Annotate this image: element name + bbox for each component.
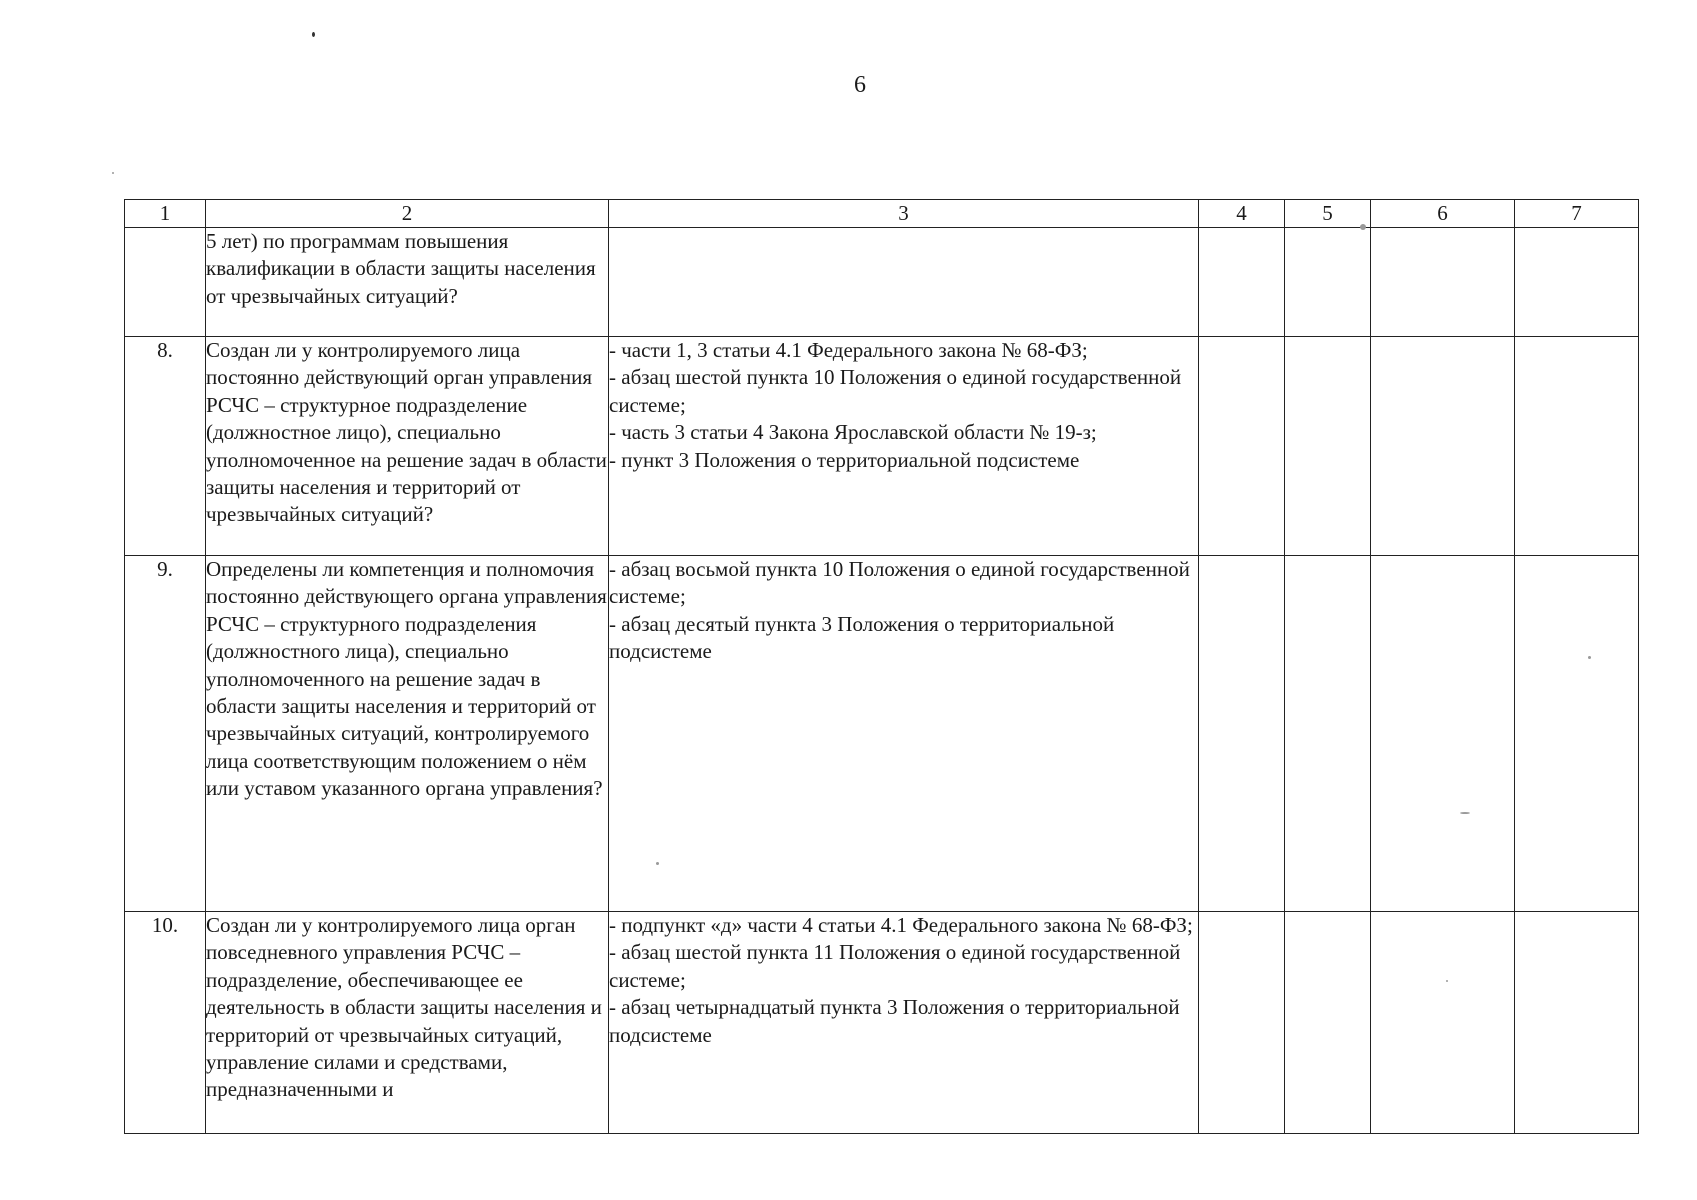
basis-line: - абзац десятый пункта 3 Положения о территориальной подсистеме (609, 611, 1115, 664)
basis-line: - абзац шестой пункта 11 Положения о единой государственной системе; (609, 940, 1181, 992)
table-row (125, 337, 1639, 556)
empty-cell (1371, 228, 1515, 337)
column-header-4: 4 (1199, 200, 1285, 228)
table-row (125, 912, 1639, 1134)
empty-cell (1515, 912, 1639, 1134)
empty-cell (1199, 228, 1285, 337)
empty-cell (1285, 228, 1371, 337)
row-number: 8. (125, 337, 206, 556)
column-header-7: 7 (1515, 200, 1639, 228)
basis-line: - абзац шестой пункта 10 Положения о единой государственной системе; (609, 365, 1182, 417)
legal-basis (609, 337, 1199, 556)
basis-line: - подпункт «д» части 4 статьи 4.1 Федерального закона № 68-ФЗ; (609, 913, 1193, 937)
row-number: 10. (125, 912, 206, 1134)
page-number: 6 (854, 72, 866, 98)
table-row (125, 556, 1639, 912)
empty-cell (1285, 556, 1371, 912)
scan-speck (1360, 224, 1366, 230)
empty-cell (1285, 912, 1371, 1134)
legal-basis (609, 912, 1199, 1134)
question-text: Определены ли компетенция и полномочия постоянно действующего органа управления РСЧС – структурного подразделения (должностного лица), специально уполномоченного на решение задач в области защиты населения и территорий от чрезвычайных ситуаций, контролируемого лица соответствующим положением о нём или уставом указанного органа управления? (206, 556, 609, 912)
basis-line: - абзац восьмой пункта 10 Положения о единой государственной системе; (609, 557, 1190, 609)
question-text: Создан ли у контролируемого лица орган повседневного управления РСЧС – подразделение, обеспечивающее ее деятельность в области защиты населения и территорий от чрезвычайных ситуаций, управление силами и средствами, предназначенными и (206, 912, 609, 1134)
scan-speck (1460, 812, 1470, 814)
empty-cell (1371, 912, 1515, 1134)
column-header-6: 6 (1371, 200, 1515, 228)
table-row (125, 228, 1639, 337)
empty-cell (1199, 556, 1285, 912)
empty-cell (1371, 556, 1515, 912)
empty-cell (1199, 912, 1285, 1134)
header-row (125, 200, 1639, 228)
empty-cell (1515, 337, 1639, 556)
empty-cell (1515, 228, 1639, 337)
question-text: Создан ли у контролируемого лица постоянно действующий орган управления РСЧС – структурное подразделение (должностное лицо), специально уполномоченное на решение задач в области защиты населения и территорий от чрезвычайных ситуаций? (206, 337, 609, 556)
empty-cell (1199, 337, 1285, 556)
basis-line: - части 1, 3 статьи 4.1 Федерального закона № 68-ФЗ; (609, 338, 1088, 362)
scan-speck (656, 862, 659, 865)
row-number (125, 228, 206, 337)
question-text: 5 лет) по программам повышения квалификации в области защиты населения от чрезвычайных ситуаций? (206, 228, 609, 337)
empty-cell (1515, 556, 1639, 912)
legal-basis (609, 556, 1199, 912)
scan-speck (1446, 980, 1448, 982)
legal-basis (609, 228, 1199, 337)
checklist-table (124, 199, 1639, 1134)
basis-line: - пункт 3 Положения о территориальной подсистеме (609, 447, 1080, 472)
empty-cell (1371, 337, 1515, 556)
basis-line: - часть 3 статьи 4 Закона Ярославской области № 19-з; (609, 420, 1097, 445)
scan-speck (312, 32, 315, 37)
basis-line: - абзац четырнадцатый пункта 3 Положения о территориальной подсистеме (609, 995, 1180, 1047)
column-header-3: 3 (609, 200, 1199, 228)
column-header-2: 2 (206, 200, 609, 228)
scan-speck (1588, 656, 1591, 659)
scan-speck (112, 172, 114, 174)
empty-cell (1285, 337, 1371, 556)
column-header-5: 5 (1285, 200, 1371, 228)
row-number: 9. (125, 556, 206, 912)
column-header-1: 1 (125, 200, 206, 228)
